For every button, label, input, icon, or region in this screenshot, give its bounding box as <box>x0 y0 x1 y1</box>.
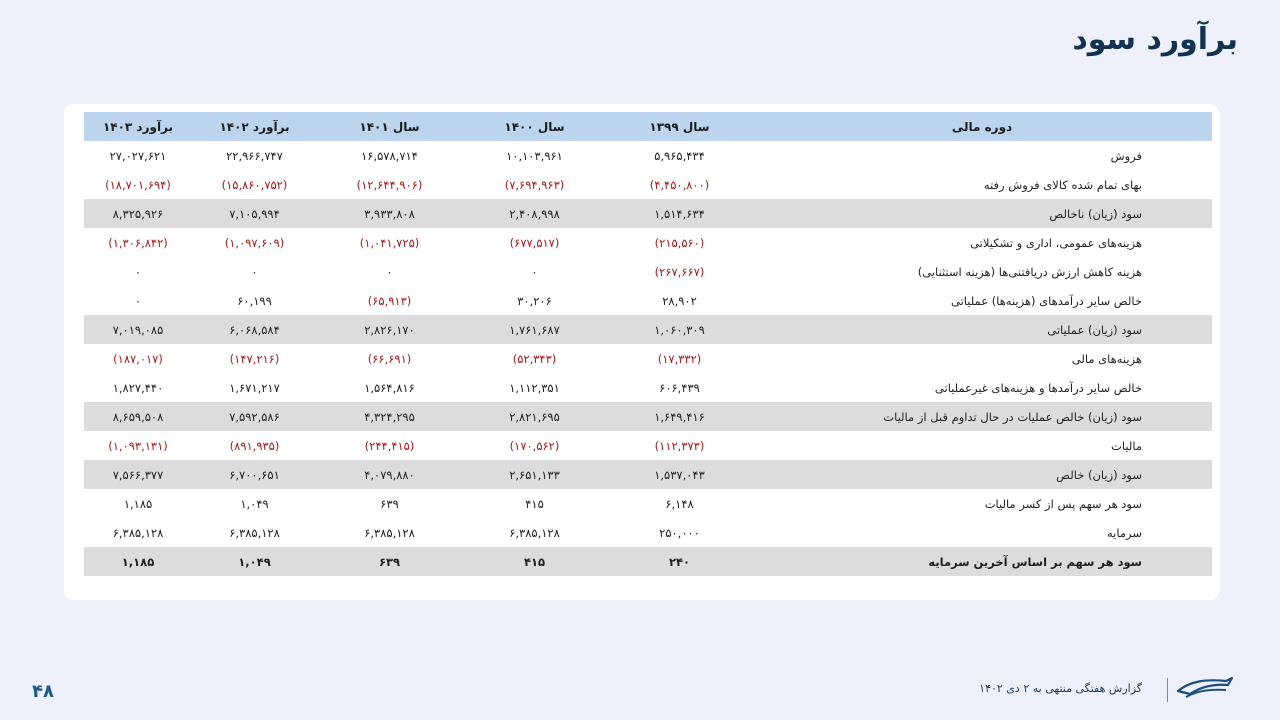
row-label: هزینه‌های عمومی، اداری و تشکیلاتی <box>970 235 1142 250</box>
table-cell: ۲,۸۲۱,۶۹۵ <box>462 402 607 431</box>
table-cell: ۲,۸۲۶,۱۷۰ <box>317 315 462 344</box>
table-cell: (۱۴۷,۲۱۶) <box>229 351 280 366</box>
table-cell: ۷,۱۰۵,۹۹۴ <box>192 199 317 228</box>
row-label: بهای تمام شده کالای فروش رفته <box>983 177 1142 192</box>
table-cell: ۱۰,۱۰۳,۹۶۱ <box>506 148 563 163</box>
table-cell: ۱,۰۴۹ <box>192 547 317 576</box>
table-row <box>84 402 1212 431</box>
table-cell: ۱,۱۱۲,۳۵۱ <box>509 380 560 395</box>
table-header-row <box>84 112 1212 141</box>
table-cell: ۱,۵۶۴,۸۱۶ <box>364 380 415 395</box>
table-cell: ۶,۱۴۸ <box>665 496 694 511</box>
income-estimate-table <box>84 112 1212 576</box>
table-cell: ۲,۴۰۸,۹۹۸ <box>462 199 607 228</box>
table-cell: (۵۲,۳۴۳) <box>512 351 557 366</box>
table-cell: ۶,۷۰۰,۶۵۱ <box>192 460 317 489</box>
table-row <box>84 315 1212 344</box>
table-cell: ۴۱۵ <box>525 496 544 511</box>
table-cell: ۱,۱۸۵ <box>123 496 153 511</box>
table-cell: (۶۶,۶۹۱) <box>367 351 412 366</box>
table-cell: ۴,۰۷۹,۸۸۰ <box>317 460 462 489</box>
table-cell: ۸,۶۵۹,۵۰۸ <box>84 402 192 431</box>
table-cell: ۱,۶۴۹,۴۱۶ <box>607 402 752 431</box>
table-cell: (۶۵,۹۱۳) <box>367 293 412 308</box>
table-cell: ۷,۵۹۲,۵۸۶ <box>192 402 317 431</box>
table-cell: (۱,۰۹۷,۶۰۹) <box>224 235 285 250</box>
table-row <box>84 141 1212 170</box>
table-cell: ۲۴۰ <box>607 547 752 576</box>
column-header-1401: سال ۱۴۰۱ <box>317 112 462 141</box>
row-label: سود هر سهم بر اساس آخرین سرمایه <box>752 547 1212 576</box>
table-row <box>84 518 1212 547</box>
row-label: هزینه کاهش ارزش دریافتنی‌ها (هزینه استثنایی) <box>917 264 1142 279</box>
table-cell: ۲,۶۵۱,۱۳۳ <box>462 460 607 489</box>
table-cell: ۶,۳۸۵,۱۲۸ <box>509 525 560 540</box>
row-label: سود هر سهم پس از کسر مالیات <box>984 496 1142 511</box>
table-cell: ۳۰,۲۰۶ <box>517 293 552 308</box>
income-table-card <box>64 104 1220 600</box>
table-cell: ۲۲,۹۶۶,۷۴۷ <box>226 148 283 163</box>
table-cell: ۸,۳۲۵,۹۲۶ <box>84 199 192 228</box>
table-cell: ۰ <box>386 264 393 279</box>
row-label: خالص سایر درآمدهای (هزینه‌ها) عملیاتی <box>950 293 1142 308</box>
table-body <box>84 141 1212 576</box>
row-label: سرمایه <box>1106 525 1142 540</box>
page-title: برآورد سود <box>1072 22 1238 57</box>
table-cell: ۱,۰۴۹ <box>240 496 269 511</box>
table-row <box>84 170 1212 199</box>
row-label: فروش <box>1110 148 1142 163</box>
table-row <box>84 431 1212 460</box>
table-cell: (۱۷۰,۵۶۲) <box>509 438 560 453</box>
company-logo-icon <box>1176 675 1234 703</box>
table-cell: (۲۱۵,۵۶۰) <box>654 235 705 250</box>
column-header-est-1403: برآورد ۱۴۰۳ <box>84 112 192 141</box>
table-cell: (۱۸۷,۰۱۷) <box>113 351 163 366</box>
table-cell: ۶۳۹ <box>380 496 399 511</box>
table-cell: (۱۱۲,۳۷۳) <box>654 438 705 453</box>
table-cell: ۶۳۹ <box>317 547 462 576</box>
table-cell: ۰ <box>134 264 142 279</box>
table-row <box>84 228 1212 257</box>
table-cell: (۶۷۷,۵۱۷) <box>509 235 560 250</box>
table-cell: ۳,۹۳۳,۸۰۸ <box>317 199 462 228</box>
table-cell: (۱۸,۷۰۱,۶۹۴) <box>105 177 171 192</box>
table-cell: ۰ <box>251 264 258 279</box>
table-cell: (۱,۰۹۳,۱۳۱) <box>108 438 168 453</box>
table-cell: ۲۷,۰۲۷,۶۲۱ <box>109 148 167 163</box>
table-cell: (۱۷,۳۳۲) <box>657 351 702 366</box>
table-row <box>84 344 1212 373</box>
table-cell: (۸۹۱,۹۳۵) <box>229 438 280 453</box>
table-cell: ۶,۳۸۵,۱۲۸ <box>112 525 164 540</box>
column-header-period: دوره مالی <box>752 112 1212 141</box>
table-row <box>84 489 1212 518</box>
table-row <box>84 257 1212 286</box>
table-cell: ۲۸,۹۰۲ <box>662 293 697 308</box>
table-cell: ۰ <box>531 264 538 279</box>
row-label: سود (زیان) ناخالص <box>752 199 1212 228</box>
table-cell: ۱,۶۷۱,۲۱۷ <box>229 380 280 395</box>
table-cell: ۶,۰۶۸,۵۸۴ <box>192 315 317 344</box>
table-row <box>84 547 1212 576</box>
table-cell: ۶۰۶,۴۳۹ <box>659 380 700 395</box>
table-cell: ۶,۳۸۵,۱۲۸ <box>229 525 280 540</box>
table-cell: ۷,۰۱۹,۰۸۵ <box>84 315 192 344</box>
table-row <box>84 373 1212 402</box>
footer-divider <box>1167 678 1168 702</box>
row-label: سود (زیان) خالص عملیات در حال تداوم قبل از مالیات <box>752 402 1212 431</box>
row-label: سود (زیان) خالص <box>752 460 1212 489</box>
table-cell: ۰ <box>134 293 142 308</box>
table-cell: ۷,۵۶۶,۳۷۷ <box>84 460 192 489</box>
table-cell: ۱,۵۱۴,۶۳۴ <box>607 199 752 228</box>
table-cell: ۴۱۵ <box>462 547 607 576</box>
table-cell: (۱۲,۶۴۴,۹۰۶) <box>356 177 423 192</box>
table-row <box>84 460 1212 489</box>
table-cell: (۱,۰۴۱,۷۲۵) <box>359 235 420 250</box>
table-cell: ۴,۳۲۴,۲۹۵ <box>317 402 462 431</box>
footer-report-title: گزارش هفتگی منتهی به ۲ دی ۱۴۰۲ <box>979 682 1142 695</box>
row-label: مالیات <box>1111 438 1142 453</box>
row-label: خالص سایر درآمدها و هزینه‌های غیرعملیاتی <box>934 380 1142 395</box>
table-cell: ۱,۰۶۰,۳۰۹ <box>607 315 752 344</box>
column-header-1399: سال ۱۳۹۹ <box>607 112 752 141</box>
table-row <box>84 199 1212 228</box>
table-cell: (۲۶۷,۶۶۷) <box>654 264 705 279</box>
table-cell: ۱,۸۲۷,۴۴۰ <box>112 380 164 395</box>
row-label: سود (زیان) عملیاتی <box>752 315 1212 344</box>
column-header-1400: سال ۱۴۰۰ <box>462 112 607 141</box>
table-cell: ۱,۷۶۱,۶۸۷ <box>462 315 607 344</box>
table-cell: (۱۵,۸۶۰,۷۵۲) <box>221 177 288 192</box>
table-cell: (۱,۳۰۶,۸۴۲) <box>108 235 168 250</box>
page-number: ۴۸ <box>32 681 54 702</box>
table-cell: ۵,۹۶۵,۴۳۴ <box>654 148 705 163</box>
row-label: هزینه‌های مالی <box>1071 351 1142 366</box>
table-cell: ۶۰,۱۹۹ <box>237 293 272 308</box>
table-cell: ۱۶,۵۷۸,۷۱۴ <box>361 148 418 163</box>
column-header-est-1402: برآورد ۱۴۰۲ <box>192 112 317 141</box>
table-cell: ۱,۱۸۵ <box>84 547 192 576</box>
table-cell: (۲۴۴,۴۱۵) <box>364 438 415 453</box>
table-cell: ۶,۳۸۵,۱۲۸ <box>364 525 415 540</box>
table-row <box>84 286 1212 315</box>
table-cell: (۴,۴۵۰,۸۰۰) <box>649 177 710 192</box>
table-cell: ۲۵۰,۰۰۰ <box>659 525 700 540</box>
table-cell: ۱,۵۳۷,۰۴۳ <box>607 460 752 489</box>
table-cell: (۷,۶۹۴,۹۶۳) <box>504 177 565 192</box>
